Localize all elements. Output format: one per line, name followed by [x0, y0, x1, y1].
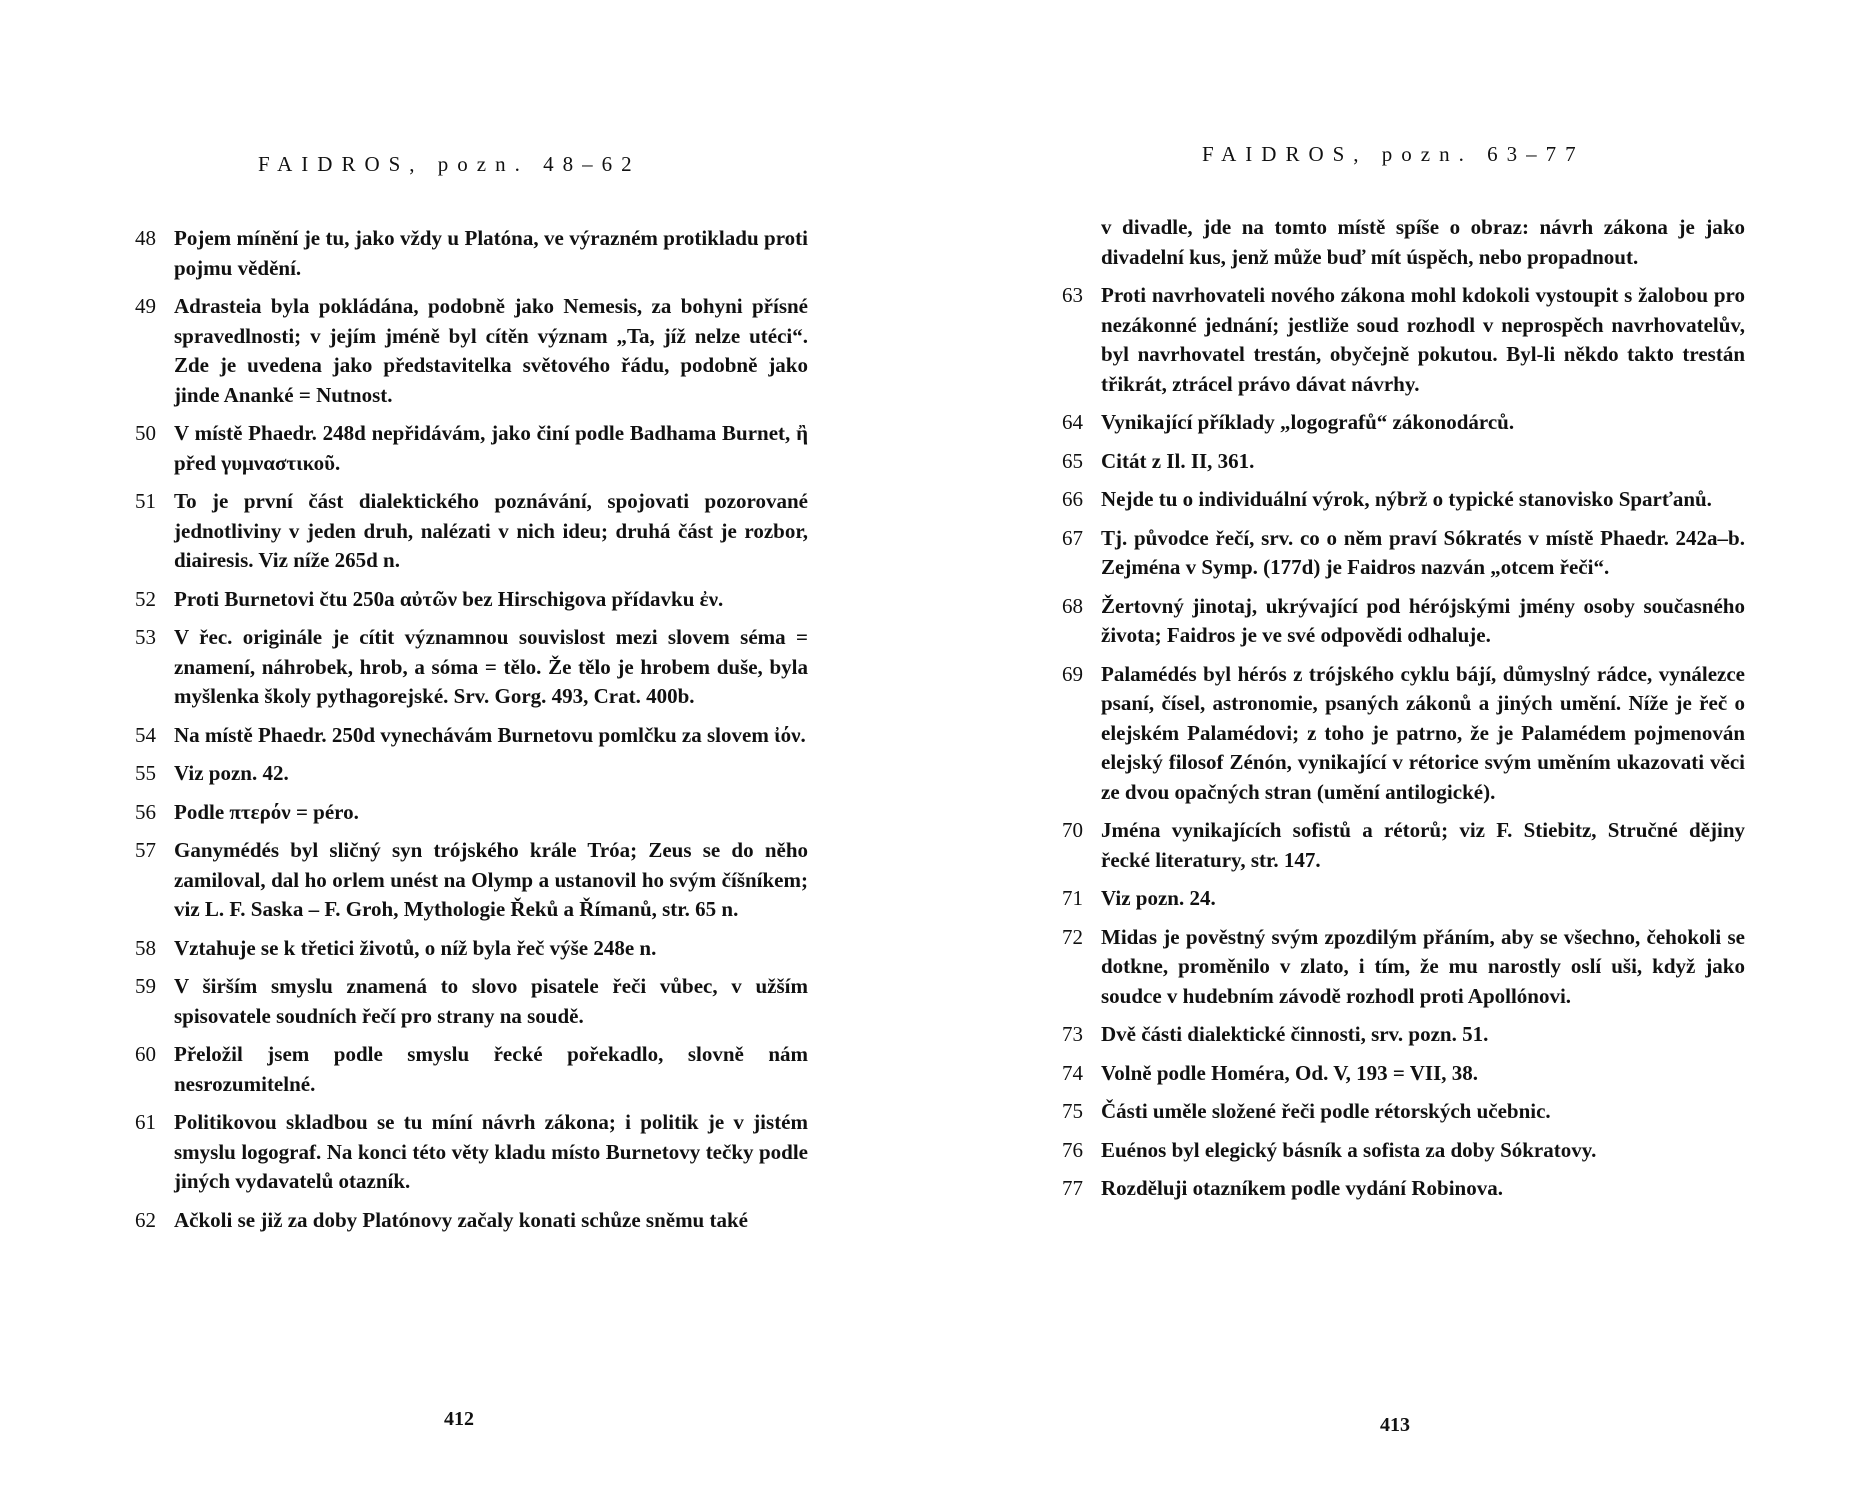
note-text: Nejde tu o individuální výrok, nýbrž o typické stanovisko Sparťanů. [1101, 487, 1712, 511]
note-text: V místě Phaedr. 248d nepřidávám, jako činí podle Badhama Burnet, ἢ před γυμναστικοῦ. [174, 421, 808, 475]
note-64 [1062, 408, 1745, 438]
note-56 [135, 798, 808, 828]
note-number: 59 [135, 974, 156, 998]
note-number: 49 [135, 294, 156, 318]
note-text: Jména vynikajících sofistů a rétorů; viz F. Stiebitz, Stručné dějiny řecké literatury, str. 147. [1101, 818, 1745, 872]
note-text: Citát z Il. II, 361. [1101, 448, 1255, 473]
note-number: 57 [135, 838, 156, 862]
note-text: Vztahuje se k třetici životů, o níž byla řeč výše 248e n. [174, 935, 657, 960]
note-60 [135, 1040, 808, 1099]
note-text: Podle πτερόν = péro. [174, 799, 359, 824]
note-text: Proti navrhovateli nového zákona mohl kdokoli vystoupit s žalobou pro nezákonné jednání; jestliže soud rozhodl v neprospěch navrhovatelův, byl navrhovatel trestán, obyčejně pokutou. Byl-li někdo takto trestán třikrát, ztrácel právo dávat návrhy. [1101, 283, 1745, 396]
note-number: 60 [135, 1042, 156, 1066]
note-74 [1062, 1059, 1745, 1089]
note-71 [1062, 884, 1745, 914]
note-text: Viz pozn. 42. [174, 761, 289, 785]
note-text: Euénos byl elegický básník a sofista za doby Sókratovy. [1101, 1137, 1597, 1162]
note-number: 71 [1062, 886, 1083, 910]
note-number: 73 [1062, 1022, 1083, 1046]
note-65 [1062, 447, 1745, 477]
note-62 [135, 1206, 808, 1236]
note-51 [135, 487, 808, 576]
notes-list-right [1062, 213, 1745, 1213]
note-text: Pojem mínění je tu, jako vždy u Platóna, ve výrazném protikladu proti pojmu vědění. [174, 226, 808, 280]
note-text: Viz pozn. 24. [1101, 886, 1216, 910]
note-69 [1062, 660, 1745, 808]
note-number: 67 [1062, 525, 1083, 550]
note-number: 66 [1062, 487, 1083, 511]
note-number: 55 [135, 761, 156, 785]
note-number: 70 [1062, 818, 1083, 842]
note-text: Vynikající příklady „logografů“ zákonodárců. [1101, 410, 1515, 434]
note-52 [135, 585, 808, 615]
note-number: 56 [135, 799, 156, 824]
running-head-left: FAIDROS, pozn. 48–62 [258, 152, 641, 176]
note-number: 69 [1062, 661, 1083, 686]
note-70 [1062, 816, 1745, 875]
note-61 [135, 1108, 808, 1197]
note-text: Midas je pověstný svým zpozdilým přáním, aby se všechno, čehokoli se dotkne, proměnilo v zlato, i tím, že mu narostly oslí uši, když jako soudce v hudebním závodě rozhodl proti Apollónovi. [1101, 924, 1745, 1008]
note-76 [1062, 1136, 1745, 1166]
note-text: Palamédés byl hérós z trójského cyklu bájí, důmyslný rádce, vynálezce psaní, čísel, astronomie, psaných zákonů a jiných umění. Níže je řeč o elejském Palamédovi; z toho je patrno, že je Palamédem pojmenován elejský filosof Zénón, vynikající v rétorice svým uměním ukazovati věci ze dvou opačných stran (umění antilogické). [1101, 661, 1745, 804]
note-73 [1062, 1020, 1745, 1050]
note-48 [135, 224, 808, 283]
note-number: 68 [1062, 593, 1083, 618]
note-number: 53 [135, 625, 156, 649]
note-number: 52 [135, 586, 156, 611]
note-continuation [1062, 213, 1745, 272]
note-text: Žertovný jinotaj, ukrývající pod hérójskými jmény osoby současného života; Faidros je ve své odpovědi odhaluje. [1101, 593, 1745, 647]
note-49 [135, 292, 808, 410]
note-text: Volně podle Homéra, Od. V, 193 = VII, 38. [1101, 1060, 1478, 1085]
note-text: V řec. originále je cítit významnou souvislost mezi slovem séma = znamení, náhrobek, hrob, a sóma = tělo. Že tělo je hrobem duše, byla myšlenka školy pythagorejské. Srv. Gorg. 493, Crat. 400b. [174, 625, 808, 708]
note-66 [1062, 485, 1745, 515]
note-text: v divadle, jde na tomto místě spíše o obraz: návrh zákona je jako divadelní kus, jenž může buď mít úspěch, nebo propadnout. [1101, 215, 1745, 269]
page-number-right: 413 [1380, 1414, 1410, 1436]
page-number-left: 412 [444, 1408, 474, 1430]
note-number: 61 [135, 1110, 156, 1134]
note-68 [1062, 592, 1745, 651]
right-page [931, 0, 1862, 1501]
note-number: 50 [135, 421, 156, 445]
note-text: To je první část dialektického poznávání, spojovati pozorované jednotliviny v jeden druh, nalézati v nich ideu; druhá část je rozbor, diairesis. Viz níže 265d n. [174, 489, 808, 572]
note-text: Přeložil jsem podle smyslu řecké pořekadlo, slovně nám nesrozumitelné. [174, 1042, 808, 1096]
note-text: Proti Burnetovi čtu 250a αὐτῶν bez Hirschigova přídavku ἐν. [174, 586, 724, 611]
note-number: 75 [1062, 1099, 1083, 1123]
note-number: 65 [1062, 448, 1083, 473]
note-67 [1062, 524, 1745, 583]
running-head-right: FAIDROS, pozn. 63–77 [1202, 142, 1585, 166]
notes-list-left [135, 224, 808, 1244]
note-58 [135, 934, 808, 964]
note-number: 72 [1062, 924, 1083, 949]
note-number: 76 [1062, 1137, 1083, 1162]
note-number: 51 [135, 489, 156, 513]
note-text: Na místě Phaedr. 250d vynechávám Burnetovu pomlčku za slovem ἰόν. [174, 722, 806, 747]
note-number: 54 [135, 722, 156, 747]
note-53 [135, 623, 808, 712]
note-number: 48 [135, 226, 156, 250]
note-text: Politikovou skladbou se tu míní návrh zákona; i politik je v jistém smyslu logograf. Na konci této věty kladu místo Burnetovy tečky podle jiných vydavatelů otazník. [174, 1110, 808, 1193]
note-number: 64 [1062, 410, 1083, 434]
note-text: Části uměle složené řeči podle rétorských učebnic. [1101, 1099, 1551, 1123]
note-72 [1062, 923, 1745, 1012]
note-59 [135, 972, 808, 1031]
note-text: Dvě části dialektické činnosti, srv. pozn. 51. [1101, 1022, 1489, 1046]
note-57 [135, 836, 808, 925]
note-text: Adrasteia byla pokládána, podobně jako Nemesis, za bohyni přísné spravedlnosti; v jejím jméně byl cítěn význam „Ta, jíž nelze utéci“. Zde je uvedena jako představitelka světového řádu, podobně jako jinde Ananké = Nutnost. [174, 294, 808, 407]
note-text: V širším smyslu znamená to slovo pisatele řeči vůbec, v užším spisovatele soudních řečí pro strany na soudě. [174, 974, 808, 1028]
note-54 [135, 721, 808, 751]
note-55 [135, 759, 808, 789]
note-number: 74 [1062, 1060, 1083, 1085]
note-number: 62 [135, 1207, 156, 1232]
note-text: Tj. původce řečí, srv. co o něm praví Sókratés v místě Phaedr. 242a–b. Zejména v Symp. (177d) je Faidros nazván „otcem řeči“. [1101, 525, 1745, 579]
note-number: 77 [1062, 1176, 1083, 1200]
note-number: 58 [135, 935, 156, 960]
note-text: Rozděluji otazníkem podle vydání Robinova. [1101, 1176, 1503, 1200]
note-50 [135, 419, 808, 478]
note-75 [1062, 1097, 1745, 1127]
note-63 [1062, 281, 1745, 399]
note-77 [1062, 1174, 1745, 1204]
note-text: Ačkoli se již za doby Platónovy začaly konati schůze sněmu také [174, 1207, 748, 1232]
note-text: Ganymédés byl sličný syn trójského krále Tróa; Zeus se do něho zamiloval, dal ho orlem unést na Olymp a ustanovil ho svým číšníkem; viz L. F. Saska – F. Groh, Mythologie Řeků a Římanů, str. 65 n. [174, 838, 808, 921]
note-number: 63 [1062, 283, 1083, 307]
